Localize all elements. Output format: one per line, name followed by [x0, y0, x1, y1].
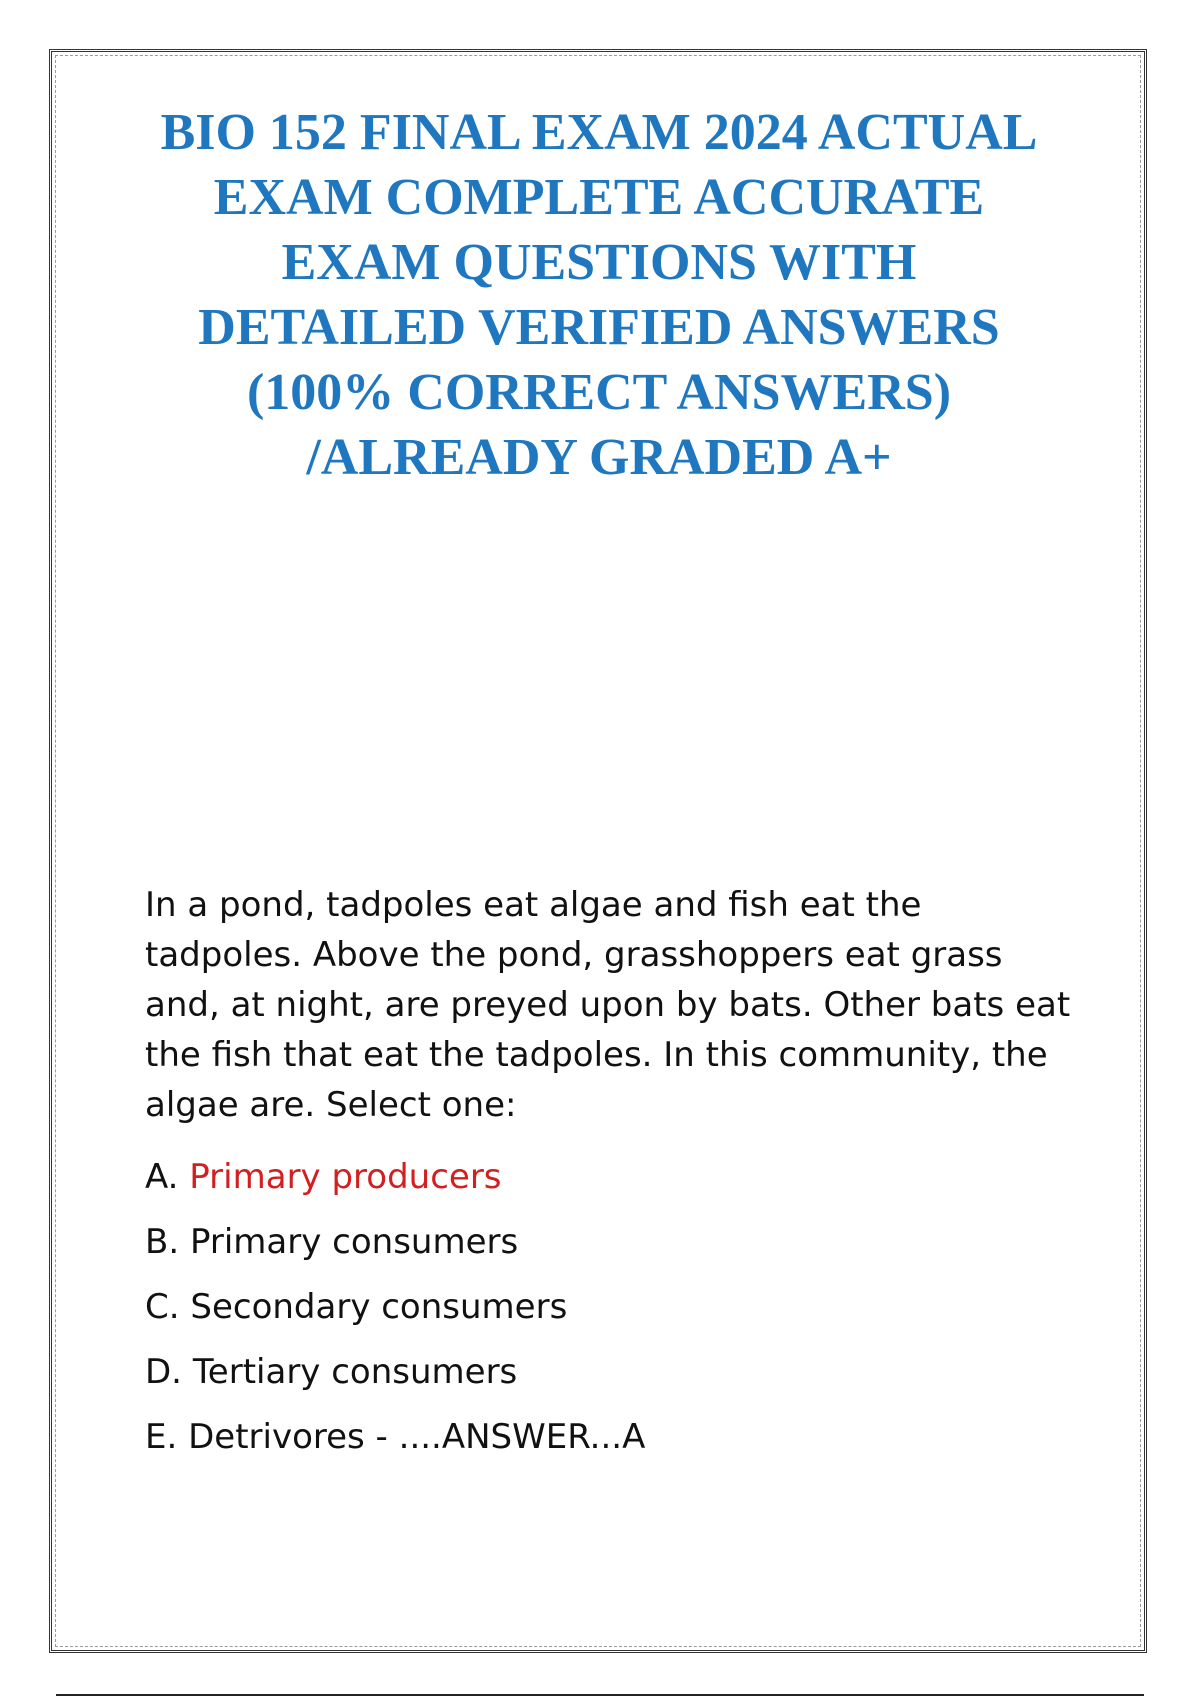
answer-options [145, 1145, 1075, 1470]
answer-key: - ....ANSWER...A [364, 1417, 646, 1457]
option-b [145, 1210, 1075, 1275]
title-line: EXAM QUESTIONS WITH [281, 234, 917, 291]
question-line: and, at night, are preyed upon by bats. Other bats eat [145, 985, 1071, 1025]
option-d [145, 1340, 1075, 1405]
option-e [145, 1405, 1075, 1470]
correct-answer-text: Primary producers [189, 1157, 502, 1197]
title-line: BIO 152 FINAL EXAM 2024 ACTUAL [160, 104, 1038, 161]
question-line: tadpoles. Above the pond, grasshoppers eat grass [145, 935, 1003, 975]
option-letter: A. [145, 1157, 179, 1197]
title-line: /ALREADY GRADED A+ [306, 429, 892, 486]
question-line: the fish that eat the tadpoles. In this community, the [145, 1035, 1048, 1075]
option-letter: E. [145, 1417, 178, 1457]
question-block [145, 880, 1075, 1470]
option-a [145, 1145, 1075, 1210]
option-text: Detrivores [188, 1417, 365, 1457]
question-text [145, 880, 1075, 1130]
title-line: (100% CORRECT ANSWERS) [246, 364, 952, 421]
document-title [90, 100, 1108, 490]
option-text: Tertiary consumers [192, 1352, 518, 1392]
option-text: Secondary consumers [190, 1287, 568, 1327]
option-letter: D. [145, 1352, 182, 1392]
title-line: EXAM COMPLETE ACCURATE [213, 169, 985, 226]
question-line: In a pond, tadpoles eat algae and fish eat the [145, 885, 922, 925]
option-text: Primary consumers [189, 1222, 519, 1262]
question-line: algae are. Select one: [145, 1085, 517, 1125]
option-letter: B. [145, 1222, 180, 1262]
page-bottom-rule [56, 1694, 1144, 1696]
title-line: DETAILED VERIFIED ANSWERS [198, 299, 1000, 356]
option-c [145, 1275, 1075, 1340]
option-letter: C. [145, 1287, 180, 1327]
